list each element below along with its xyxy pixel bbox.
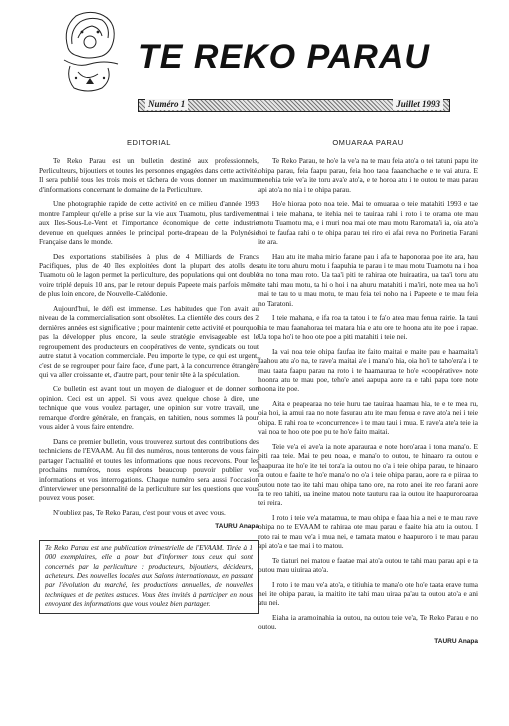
omuaraa-paragraph: Hau atu ite maha mirio farane pau i afa te haponoraa poe ite ara, hau atu ite toru ahuru motu i faapuhia te parau i te mau motu Tuamotu na i hoa ra no tona mau roto. Ua taa'i piti te rahiraa ote huiraatira, ua taa'i toru atu ite tahi mau motu, ta hi o hoi i na ahuru matahiti i ma'iri, note mea ua ho'i mai te tau to u mau motu, te mau feia tei noho na i Papeete e te mau feia no Taratoni. bbox=[258, 251, 478, 308]
editorial-heading: EDITORIAL bbox=[127, 138, 171, 147]
editorial-paragraph: Une photographie rapide de cette activité en ce milieu d'année 1993 montre l'ampleur qu'elle a prise sur la vie aux Tuamotu, plus tardivement aux Iles-Sous-Le-Vent et l'importance économique de cette industrie devenue en quelques années le principal porte-drapeau de la Polynésie Française dans le monde. bbox=[39, 199, 259, 247]
masthead-title: TE REKO PARAU bbox=[138, 38, 430, 76]
omuaraa-paragraph: Eiaha ia aramoinahia ia outou, na outou teie ve'a, Te Reko Parau e no outou. bbox=[258, 612, 478, 632]
editorial-paragraph: Ce bulletin est avant tout un moyen de dialoguer et de donner son opinion. Ceci est un appel. Si vous avez quelque chose à dire, une technique que vous voulez partager, une opinion sur votre travail, une remarque d'ordre générale, en français, en tahitien, nous sommes là pour vous aider à vous faire entendre. bbox=[39, 384, 259, 432]
editorial-signature: TAURU Anapa bbox=[215, 523, 259, 531]
editorial-paragraph: Des exportations stabilisées à plus de 4 Milliards de Francs Pacifiques, plus de 40 îles exploitées dont la plupart des atolls des Tuamotu où le lagon permet la perliculture, des populations qui ont doublé voire triplé depuis 10 ans, par le retour depuis Papeete mais parfois même de plus loin encore, de Nouvelle-Calédonie. bbox=[39, 251, 259, 299]
issue-date: Juillet 1993 bbox=[393, 99, 443, 110]
publication-info-box: Te Reko Parau est une publication trimestrielle de l'EVAAM. Tirée à 1 000 exemplaires, elle a pour but d'informer tous ceux qui sont concernés par la perliculture : producteurs, bijoutiers, décideurs, acheteurs. Des nouvelles locales aux Salons internationaux, en passant par l'évolution du marché, les productions annuelles, de nouvelles techniques et de petites astuces. Vous êtes invités à participer en nous envoyant des informations que vous voulez bien partager. bbox=[39, 540, 259, 614]
omuaraa-paragraph: Ho'e hioraa poto noa teie. Mai te omuaraa o teie matahiti 1993 e tae mai i teie mahana, te itehia nei te tauiraa rahi i roto i te orama ote mau motu Tuamotu ma, e i muri noa mai ote mau motu Raromata'i ia, oia ato'a hoi te faufaa rahi o te ohipa parau tei riro ei afai reva no Porinetia Farani ite ara. bbox=[258, 199, 478, 247]
editorial-paragraph: Aujourd'hui, le défi est immense. Les habitudes que l'on avait au niveau de la commercialisation sont obsolètes. La clientèle des cours des 2 dernières années est significative ; pour maintenir cette activité et pourquoi pas la développer plus encore, la seule stratégie envisageable est le regroupement des producteurs en coopératives de vente, syndicats ou tout autre statut à vocation commerciale. Peu importe le type, ce qui est urgent, c'est de se regrouper pour faire face, d'une part, à la concurrence étrangère qui va aller croissante et, d'autre part, pour tenir tête à la spéculation. bbox=[39, 303, 259, 379]
omuaraa-paragraph: Teie ve'a ei ave'a ia note aparauraa e note horo'araa i tona mana'o. E piti raa teie. Mai te peu noaa, e mana'o to outou, te hinaaro ra outou e haapuraa ite ho'e ite tei tora'a ia outou no o'a i teie ohipa parau, te hinaaro ra outou e faaite te ho'e mana'o no o'a i teie ohipa parau, aore ra e piiraa to outou note tao ite tahi mau ohipa tano ore, na roto anei ite reo farani aore ra te reo tahiti, ua ineine matou note tauturu raa ia outou ite haapuroroaraa tei reira. bbox=[258, 441, 478, 508]
logo-illustration bbox=[58, 8, 122, 94]
editorial-paragraph: Te Reko Parau est un bulletin destiné aux professionnels, Perliculteurs, bijoutiers et toutes les personnes engagées dans cette activité. Il sera publié tous les trois mois et tâchera de vous donner un maximum d'informations concernant le domaine de la Perliculture. bbox=[39, 156, 259, 194]
editorial-paragraph: Dans ce premier bulletin, vous trouverez surtout des contributions des techniciens de l'EVAAM. Au fil des numéros, nous tenterons de vous faire partager l'actualité et toutes les informations que nous recevons. Pour les prochains numéros, nous espérons beaucoup pouvoir publier vos informations et vos interrogations. Chaque numéro sera aussi l'occasion d'interviewer une personnalité de la perliculture sur les questions que vous pouvez vous poser. bbox=[39, 436, 259, 503]
omuaraa-paragraph: Te tiaturi nei matou e faatae mai ato'a outou te tahi mau parau api e ta outou mau uiuiraa ato'a. bbox=[258, 555, 478, 575]
editorial-column bbox=[39, 138, 259, 614]
issue-number: Numéro 1 bbox=[145, 99, 188, 110]
omuaraa-column bbox=[258, 138, 478, 654]
editorial-paragraph: N'oubliez pas, Te Reko Parau, c'est pour vous et avec vous. bbox=[53, 507, 226, 517]
omuaraa-signature: TAURU Anapa bbox=[434, 637, 478, 645]
omuaraa-paragraph: I teie mahana, e ifa roa ta tatou i te fa'o atea mau fenua rairie. Ia taui hia te mau faanahoraa tei matara hia e atu ore te hoona atu ite poe i rapae. Ua topa ho'i te hoo ote poe a piti matahiti i teie nei. bbox=[258, 313, 478, 342]
omuaraa-heading: OMUARAA PARAU bbox=[332, 138, 404, 147]
omuaraa-paragraph: I roto i te mau ve'a ato'a, e titiuhia te mana'o ote ho'e taata erave tuma nei ite ohipa parau, ia maitito ite tahi mau uiraa pa'au ta outou ato'a e ani atu nei. bbox=[258, 579, 478, 608]
omuaraa-paragraph: Ia vai noa teie ohipa faufaa ite faito maitai e maite pau e haamaita'i faahou atu a'o na, te rave'a maitai a'e i mana'o hia, oia ho'i te taho'era'a i te mau taata faapu parau na roto i te haamauraa te ho'e «coopérative» note hoonra atu te mau poe, teho'e anei aapupa aore ra e tahi papa tore note hoona ite poe. bbox=[258, 346, 478, 394]
issue-bar bbox=[138, 99, 450, 112]
omuaraa-paragraph: Te Reko Parau, te ho'e la ve'a na te mau feia ato'a o tei tatuni papu ite ohipa parau, feia faapu parau, feia hoo taoa faaanchache e te vai atura. E nenehia teie ve'a ite toru ava'e ato'a, e te horoa atu i te outou te mau parau api ato'a no nia i te ohipa parau. bbox=[258, 156, 478, 194]
omuaraa-paragraph: I roto i teie ve'a matamua, te mau ohipa e faaa hia a nei e te mau rave ohipa no te EVAAM te rahiraa ote mau parau e faaite hia atu ia outou. I roto rai te mau ve'a i mua nei, e tamata matou e haapuroro i te mau parau api ato'a e tae mai i to matou. bbox=[258, 512, 478, 551]
omuaraa-paragraph: Aita e peapearaa no teie huru tae tauiraa haamau hia, te e te mea ru, oia hoi, ia amui raa no note fasurau atu ite mau fenua e rave ato'a nei i teie ohipa. E rahi roa te «concurrence» i te mau taui i mua. E rave'a ate'a teie ia vai noa te hoo ote poe pu te ho'e faito maitai. bbox=[258, 398, 478, 437]
